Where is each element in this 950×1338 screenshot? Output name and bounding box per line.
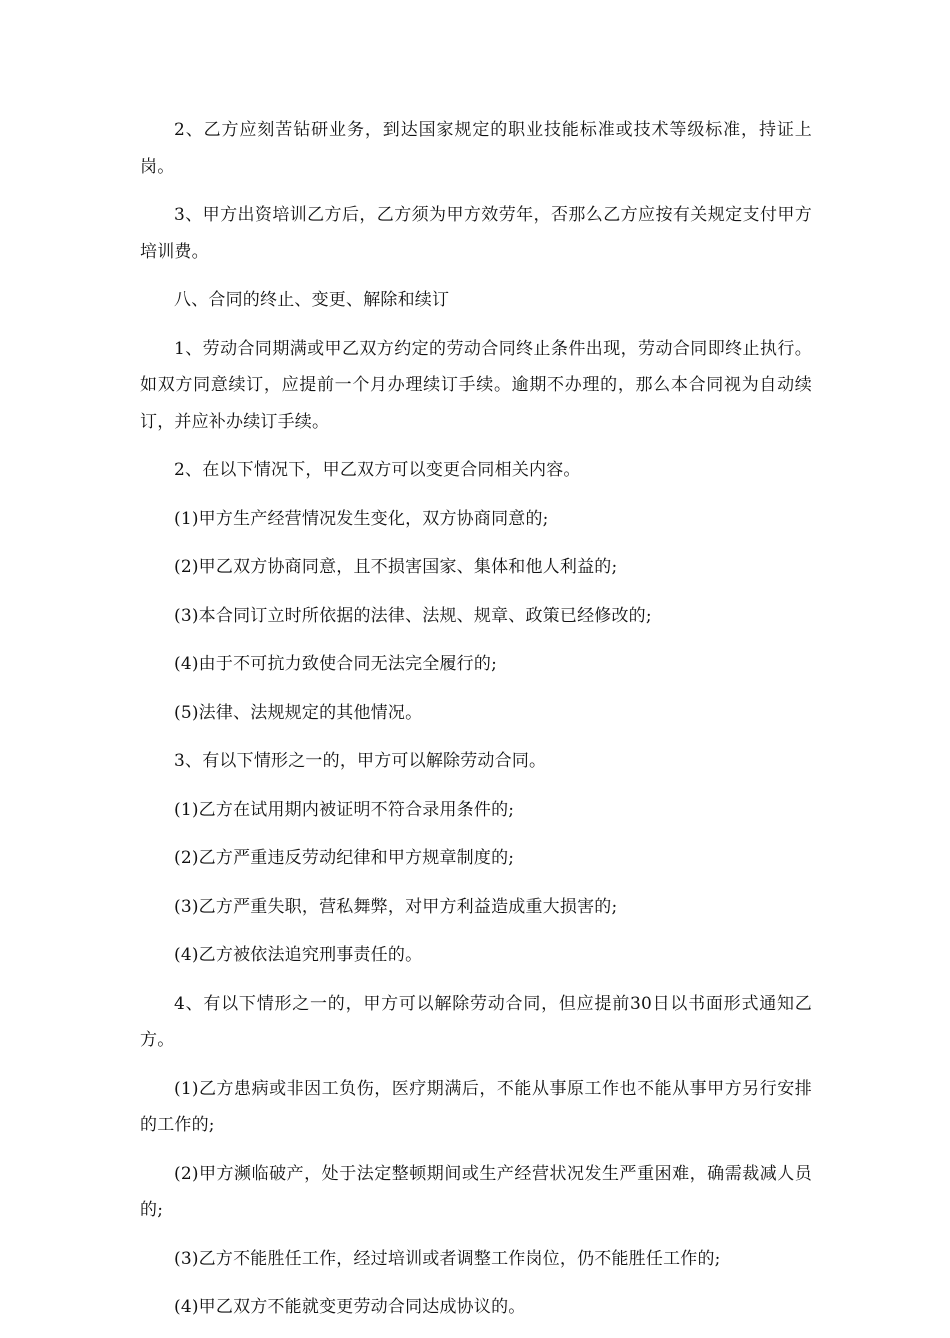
paragraph-training-service-term: 3、甲方出资培训乙方后，乙方须为甲方效劳年，否那么乙方应按有关规定支付甲方培训费。 xyxy=(140,205,812,262)
list-item-change-1: (1)甲方生产经营情况发生变化，双方协商同意的; xyxy=(174,508,549,529)
list-item-notice-2: (2)甲方濒临破产，处于法定整顿期间或生产经营状况发生严重困难，确需裁减人员的; xyxy=(140,1163,812,1220)
paragraph-notice-termination: 4、有以下情形之一的，甲方可以解除劳动合同，但应提前30日以书面形式通知乙方。 xyxy=(140,993,812,1050)
list-item-change-4: (4)由于不可抗力致使合同无法完全履行的; xyxy=(174,654,498,674)
list-item-notice-3: (3)乙方不能胜任工作，经过培训或者调整工作岗位，仍不能胜任工作的; xyxy=(174,1248,721,1269)
section-heading-termination: 八、合同的终止、变更、解除和续订 xyxy=(174,290,450,310)
paragraph-training-certification: 2、乙方应刻苦钻研业务，到达国家规定的职业技能标准或技术等级标准，持证上岗。 xyxy=(140,120,812,177)
list-item-notice-4: (4)甲乙双方不能就变更劳动合同达成协议的。 xyxy=(174,1297,526,1317)
paragraph-employer-termination: 3、有以下情形之一的，甲方可以解除劳动合同。 xyxy=(174,751,547,771)
document-body xyxy=(140,112,812,1338)
list-item-change-2: (2)甲乙双方协商同意，且不损害国家、集体和他人利益的; xyxy=(174,557,618,577)
list-item-change-5: (5)法律、法规规定的其他情况。 xyxy=(174,702,423,723)
paragraph-contract-expiry: 1、劳动合同期满或甲乙双方约定的劳动合同终止条件出现，劳动合同即终止执行。如双方同意续订，应提前一个月办理续订手续。逾期不办理的，那么本合同视为自动续订，并应补办续订手续。 xyxy=(140,338,812,432)
paragraph-contract-change: 2、在以下情况下，甲乙双方可以变更合同相关内容。 xyxy=(174,460,581,480)
list-item-notice-1: (1)乙方患病或非因工负伤，医疗期满后，不能从事原工作也不能从事甲方另行安排的工作的; xyxy=(140,1078,812,1135)
list-item-termination-2: (2)乙方严重违反劳动纪律和甲方规章制度的; xyxy=(174,848,515,868)
list-item-termination-4: (4)乙方被依法追究刑事责任的。 xyxy=(174,945,423,965)
list-item-termination-1: (1)乙方在试用期内被证明不符合录用条件的; xyxy=(174,799,515,820)
list-item-change-3: (3)本合同订立时所依据的法律、法规、规章、政策已经修改的; xyxy=(174,605,652,626)
list-item-termination-3: (3)乙方严重失职，营私舞弊，对甲方利益造成重大损害的; xyxy=(174,896,618,917)
